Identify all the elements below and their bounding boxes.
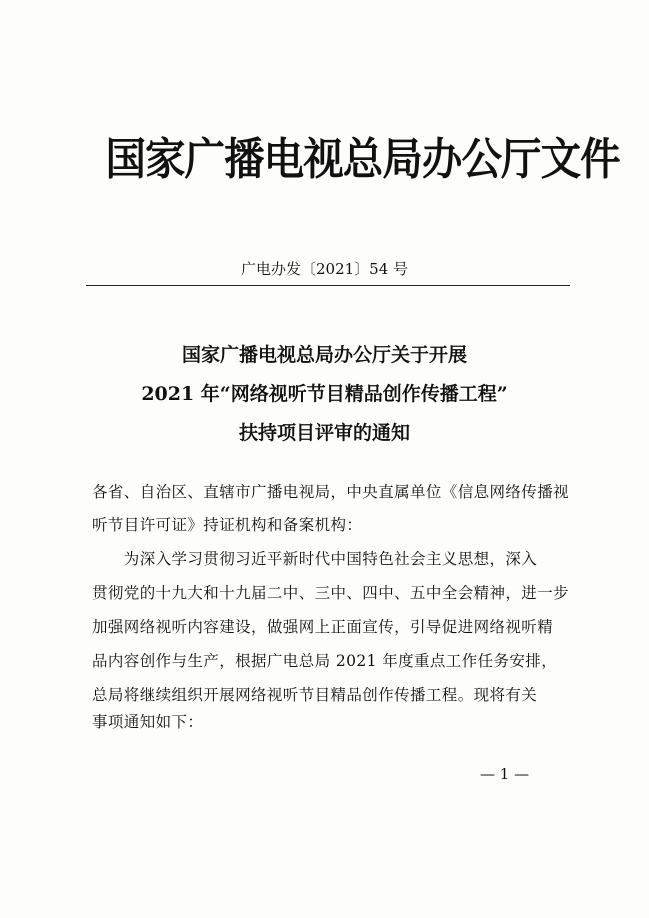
body-line: 各省、自治区、直辖市广播电视局，中央直属单位《信息网络传播视 xyxy=(92,483,570,501)
notice-title-line-2: 2021 年“网络视听节目精品创作传播工程” xyxy=(141,383,508,405)
body-line: 总局将继续组织开展网络视听节目精品创作传播工程。现将有关 xyxy=(92,686,538,704)
body-line: 品内容创作与生产，根据广电总局 2021 年度重点工作任务安排， xyxy=(92,652,558,670)
body-line: 为深入学习贯彻习近平新时代中国特色社会主义思想，深入 xyxy=(92,550,538,568)
notice-title-line-3: 扶持项目评审的通知 xyxy=(238,422,410,444)
page-number: — 1 — xyxy=(480,765,530,783)
body-line: 贯彻党的十九大和十九届二中、三中、四中、五中全会精神，进一步 xyxy=(92,584,570,602)
body-line: 事项通知如下： xyxy=(92,713,204,731)
issuer-header: 国家广播电视总局办公厅文件 xyxy=(105,134,620,185)
header-separator xyxy=(86,285,570,286)
notice-title-line-1: 国家广播电视总局办公厅关于开展 xyxy=(181,344,467,366)
body-line: 加强网络视听内容建设，做强网上正面宣传，引导促进网络视听精 xyxy=(92,618,554,636)
document-number: 广电办发〔2021〕54 号 xyxy=(240,260,409,278)
body-line: 听节目许可证》持证机构和备案机构： xyxy=(92,516,363,534)
